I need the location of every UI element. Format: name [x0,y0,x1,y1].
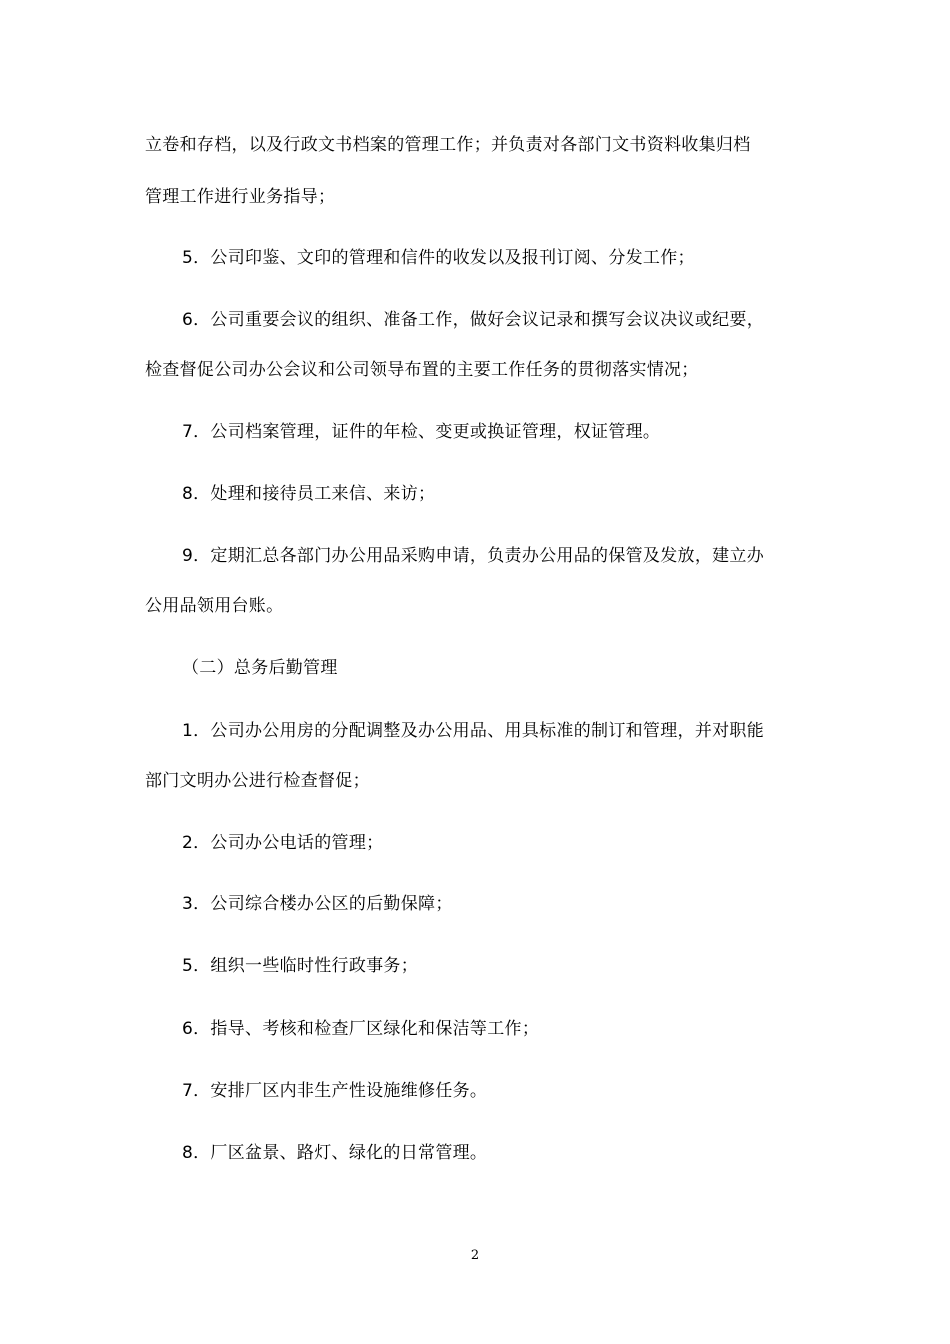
list-item: 7．公司档案管理，证件的年检、变更或换证管理，权证管理。 [182,422,661,442]
list-item: 6．指导、考核和检查厂区绿化和保洁等工作； [182,1019,540,1039]
section-heading: （二）总务后勤管理 [182,658,338,678]
list-item: 1．公司办公用房的分配调整及办公用品、用具标准的制订和管理，并对职能 [182,721,765,741]
paragraph-line: 管理工作进行业务指导； [145,187,336,207]
list-item: 3．公司综合楼办公区的后勤保障； [182,894,453,914]
list-item: 7．安排厂区内非生产性设施维修任务。 [182,1081,488,1101]
paragraph-line: 部门文明办公进行检查督促； [145,771,370,791]
page-number: 2 [470,1248,480,1263]
list-item: 5．公司印鉴、文印的管理和信件的收发以及报刊订阅、分发工作； [182,248,695,268]
list-item: 6．公司重要会议的组织、准备工作，做好会议记录和撰写会议决议或纪要， [182,310,765,330]
list-item: 8．厂区盆景、路灯、绿化的日常管理。 [182,1143,488,1163]
paragraph-line: 公用品领用台账。 [145,596,284,616]
list-item: 9．定期汇总各部门办公用品采购申请，负责办公用品的保管及发放，建立办 [182,546,765,566]
list-item: 2．公司办公电话的管理； [182,833,384,853]
list-item: 8．处理和接待员工来信、来访； [182,484,436,504]
list-item: 5．组织一些临时性行政事务； [182,956,419,976]
paragraph-line: 检查督促公司办公会议和公司领导布置的主要工作任务的贯彻落实情况； [145,360,699,380]
paragraph-line: 立卷和存档，以及行政文书档案的管理工作；并负责对各部门文书资料收集归档 [145,135,751,155]
